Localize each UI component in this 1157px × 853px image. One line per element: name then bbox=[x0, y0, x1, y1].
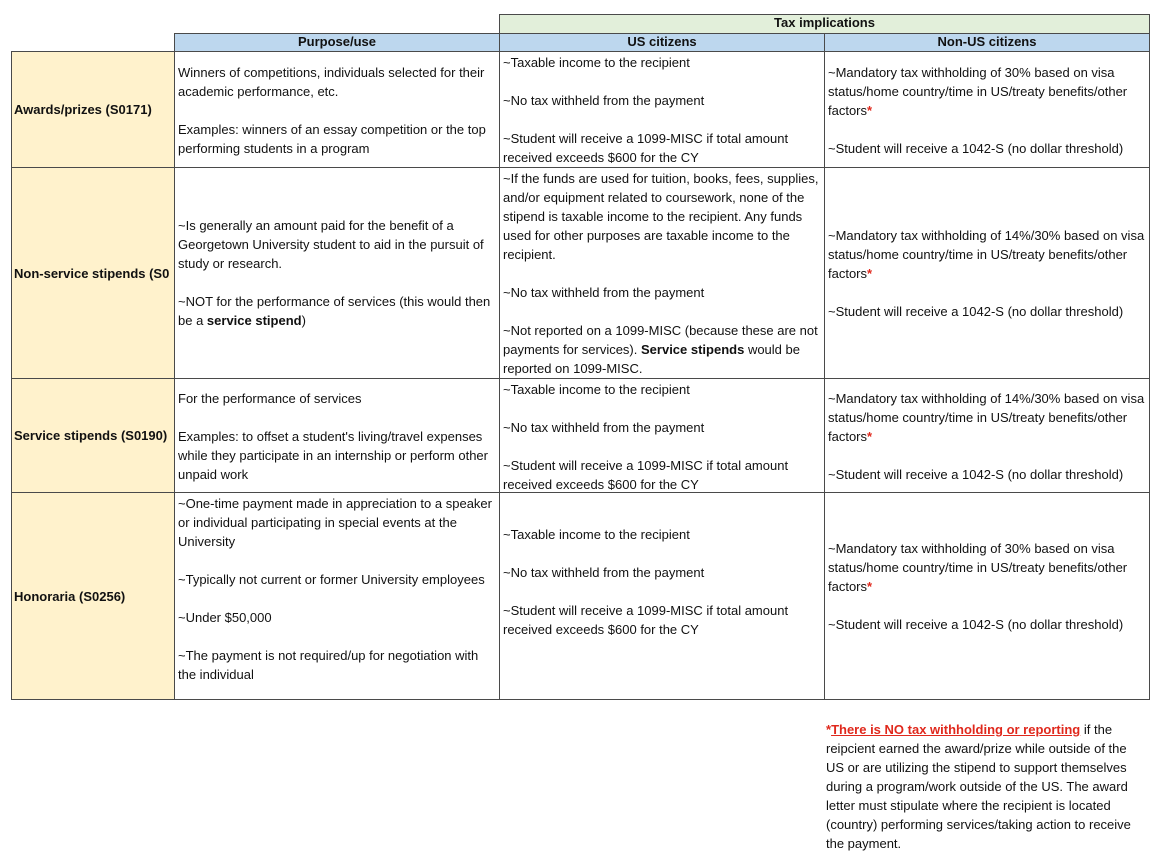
cell-text: ~One-time payment made in appreciation to a speaker or individual participating in special events at the University bbox=[178, 496, 492, 549]
cell-text: Examples: to offset a student's living/travel expenses while they participate in an internship or perform other unpaid work bbox=[178, 429, 488, 482]
service-purpose-cell[interactable] bbox=[174, 378, 500, 493]
us-citizens-header[interactable]: US citizens bbox=[499, 33, 825, 52]
cell-text bbox=[178, 292, 496, 330]
honoraria-us-cell[interactable] bbox=[499, 492, 825, 700]
cell-text: ~Is generally an amount paid for the benefit of a Georgetown University student to aid in the pursuit of study or research. bbox=[178, 218, 484, 271]
honoraria-purpose-cell[interactable] bbox=[174, 492, 500, 700]
cell-text: ~Typically not current or former University employees bbox=[178, 572, 485, 587]
cell-text: For the performance of services bbox=[178, 391, 362, 406]
withholding-text: ~Mandatory tax withholding of 14%/30% based on visa status/home country/time in US/treaty benefits/other factors bbox=[828, 391, 1145, 444]
row-label-non-service-stipends[interactable]: Non-service stipends (S0 bbox=[11, 167, 175, 379]
service-us-cell[interactable] bbox=[499, 378, 825, 493]
row-label-honoraria[interactable]: Honoraria (S0256) bbox=[11, 492, 175, 700]
withholding-text: ~Mandatory tax withholding of 30% based on visa status/home country/time in US/treaty benefits/other factors bbox=[828, 541, 1128, 594]
cell-text: ~Under $50,000 bbox=[178, 610, 272, 625]
row-label-awards[interactable]: Awards/prizes (S0171) bbox=[11, 51, 175, 168]
non-us-citizens-header[interactable]: Non-US citizens bbox=[824, 33, 1150, 52]
cell-text bbox=[828, 539, 1146, 596]
non-service-purpose-cell[interactable] bbox=[174, 167, 500, 379]
footnote-lead: There is NO tax withholding or reporting bbox=[831, 722, 1081, 737]
text-part: ~NOT for the performance of services (this would then be a bbox=[178, 294, 491, 328]
cell-text: ~Student will receive a 1042-S (no dollar threshold) bbox=[828, 303, 1124, 319]
cell-text: ~No tax withheld from the payment bbox=[503, 420, 705, 435]
tax-implications-header[interactable]: Tax implications bbox=[499, 14, 1150, 34]
non-service-nonus-cell[interactable] bbox=[824, 167, 1150, 379]
cell-text: ~Taxable income to the recipient bbox=[503, 526, 690, 542]
cell-text: ~Student will receive a 1042-S (no dollar threshold) bbox=[828, 467, 1124, 482]
text-part: would be reported on 1099-MISC. bbox=[503, 342, 800, 376]
withholding-text: ~Mandatory tax withholding of 30% based on visa status/home country/time in US/treaty benefits/other factors bbox=[828, 65, 1128, 118]
cell-text: Examples: winners of an essay competition or the top performing students in a program bbox=[178, 122, 486, 156]
cell-text: ~Taxable income to the recipient bbox=[503, 382, 690, 397]
awards-purpose-cell[interactable] bbox=[174, 51, 500, 168]
cell-text: ~If the funds are used for tuition, books, fees, supplies, and/or equipment related to coursework, none of the stipend is taxable income to the recipient. Any funds used for other purposes are taxable income to the recipient. bbox=[503, 171, 819, 262]
cell-text: ~Student will receive a 1099-MISC if total amount received exceeds $600 for the CY bbox=[503, 602, 789, 637]
cell-text bbox=[828, 226, 1146, 283]
cell-text: ~No tax withheld from the payment bbox=[503, 285, 705, 300]
awards-us-cell[interactable] bbox=[499, 51, 825, 168]
bold-text: service stipend bbox=[206, 313, 302, 328]
text-part: ) bbox=[301, 313, 306, 328]
service-nonus-cell[interactable] bbox=[824, 378, 1150, 493]
footnote-marker: * bbox=[867, 265, 873, 281]
bold-text: Service stipends bbox=[641, 342, 745, 357]
cell-text bbox=[503, 321, 821, 378]
text-part: ~Not reported on a 1099-MISC (because these are not payments for services). bbox=[503, 323, 818, 357]
purpose-header[interactable]: Purpose/use bbox=[174, 33, 500, 52]
footnote-marker: * bbox=[867, 103, 873, 118]
cell-text: ~The payment is not required/up for negotiation with the individual bbox=[178, 648, 479, 682]
cell-text: ~No tax withheld from the payment bbox=[503, 564, 705, 580]
footnote-text: if the reipcient earned the award/prize while outside of the US or are utilizing the stipend to support themselves during a program/work outside of the US. The award letter must stipulate where the recipient is located (country) performing services/taking action to receive the payment. bbox=[826, 722, 1131, 851]
cell-text: ~Student will receive a 1042-S (no dollar threshold) bbox=[828, 617, 1124, 632]
withholding-text: ~Mandatory tax withholding of 14%/30% based on visa status/home country/time in US/treaty benefits/other factors bbox=[828, 227, 1145, 281]
cell-text: ~No tax withheld from the payment bbox=[503, 93, 705, 108]
cell-text: ~Student will receive a 1099-MISC if total amount received exceeds $600 for the CY bbox=[503, 458, 789, 492]
cell-text bbox=[828, 389, 1146, 446]
footnote bbox=[826, 720, 1146, 853]
footnote-marker: * bbox=[867, 579, 873, 594]
cell-text: ~Student will receive a 1099-MISC if total amount received exceeds $600 for the CY bbox=[503, 131, 789, 165]
cell-text: Winners of competitions, individuals selected for their academic performance, etc. bbox=[178, 65, 485, 99]
footnote-marker: * bbox=[826, 722, 832, 737]
non-service-us-cell[interactable] bbox=[499, 167, 825, 379]
awards-nonus-cell[interactable] bbox=[824, 51, 1150, 168]
cell-text bbox=[828, 63, 1146, 120]
cell-text: ~Taxable income to the recipient bbox=[503, 55, 690, 70]
footnote-marker: * bbox=[867, 429, 873, 444]
cell-text: ~Student will receive a 1042-S (no dollar threshold) bbox=[828, 141, 1124, 156]
row-label-service-stipends[interactable]: Service stipends (S0190) bbox=[11, 378, 175, 493]
honoraria-nonus-cell[interactable] bbox=[824, 492, 1150, 700]
